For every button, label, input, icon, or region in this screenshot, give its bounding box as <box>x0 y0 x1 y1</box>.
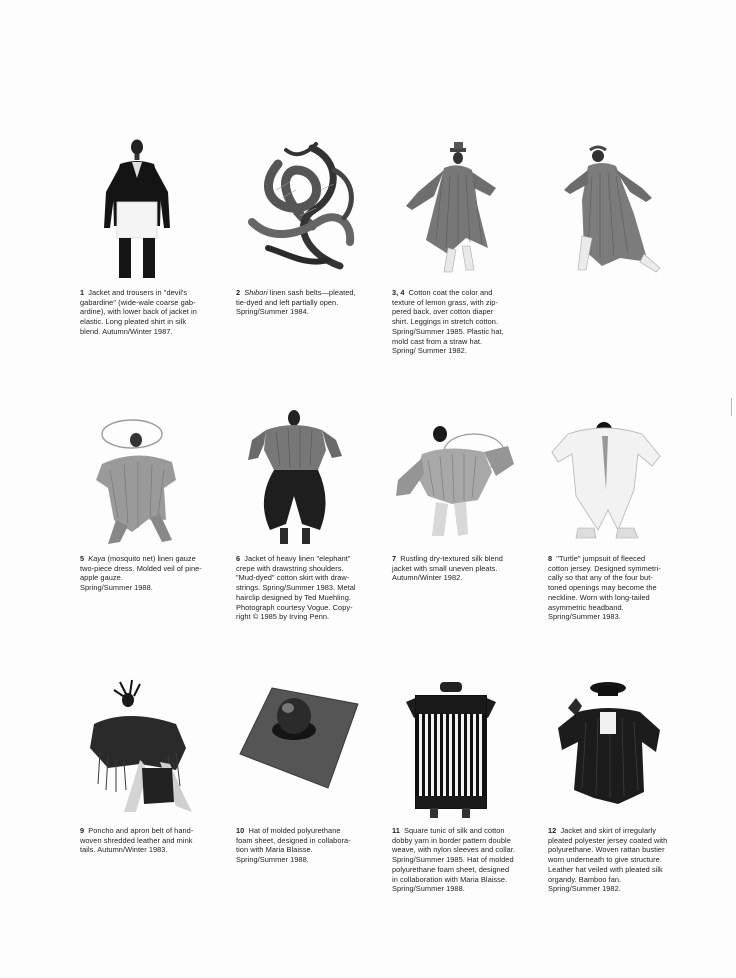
caption-line: pleated polyester jersey coated with <box>548 835 668 845</box>
page-edge-mark <box>731 398 732 416</box>
caption-line: Spring/ Summer 1982. <box>392 346 467 356</box>
caption-line: Spring/Summer 1985. Plastic hat, <box>392 326 504 336</box>
caption-line: mold cast from a straw hat. <box>392 336 483 346</box>
caption-10 <box>236 826 381 865</box>
caption-line: gabardine" (wide-wale coarse gab- <box>80 297 196 307</box>
caption-6 <box>236 554 381 622</box>
caption-line: Spring/Summer 1988. <box>392 884 465 894</box>
caption-2 <box>236 288 381 317</box>
caption-line: apple gauze. <box>80 573 123 583</box>
caption-5 <box>80 554 225 593</box>
caption-line: worn underneath to give structure. <box>548 855 662 865</box>
caption-line: Hat of molded polyurethane <box>248 826 341 835</box>
photo-9-leather-poncho <box>80 672 230 822</box>
caption-line: Jacket of heavy linen "elephant" <box>244 554 351 563</box>
caption-12 <box>548 826 693 894</box>
caption-line: elastic. Long pleated shirt in silk <box>80 317 187 327</box>
caption-line: linen sash belts—pleated, <box>269 288 356 297</box>
photo-3-cotton-coat <box>392 130 542 280</box>
caption-line: toned openings may become the <box>548 583 657 593</box>
caption-line: strings. Spring/Summer 1983. Metal <box>236 583 356 593</box>
caption-line: Jacket and skirt of irregularly <box>560 826 657 835</box>
caption-line: Spring/Summer 1984. <box>236 307 309 317</box>
caption-line: polyurethane. Woven rattan bustier <box>548 845 665 855</box>
caption-number: 10 <box>236 826 245 835</box>
caption-line: ardine), with lower back of jacket in <box>80 307 197 317</box>
caption-line: (mosquito net) linen gauze <box>107 554 196 563</box>
caption-line: in collaboration with Maria Blaisse. <box>392 874 508 884</box>
caption-line: Jacket and trousers in "devil's <box>88 288 188 297</box>
caption-line: Leather hat veiled with pleated silk <box>548 864 663 874</box>
caption-line: woven shredded leather and mink <box>80 835 193 845</box>
caption-7 <box>392 554 537 583</box>
caption-line: asymmetric headband. <box>548 602 624 612</box>
caption-line: tion with Maria Blaisse. <box>236 845 313 855</box>
caption-line: texture of lemon grass, with zip- <box>392 297 498 307</box>
caption-3-4 <box>392 288 537 356</box>
photo-1-jacket-trousers <box>80 130 230 280</box>
photo-10-polyurethane-hat <box>236 672 386 822</box>
caption-1 <box>80 288 225 337</box>
caption-9 <box>80 826 225 855</box>
caption-line: organdy. Bamboo fan. <box>548 874 622 884</box>
caption-number: 7 <box>392 554 397 563</box>
photo-8-turtle-jumpsuit <box>548 400 698 550</box>
caption-line: Cotton coat the color and <box>408 288 493 297</box>
photo-12-polyurethane-jacket <box>548 672 698 822</box>
caption-line: Spring/Summer 1985. Hat of molded <box>392 855 514 865</box>
photo-5-kaya-gauze-dress <box>80 400 230 550</box>
caption-line: Spring/Summer 1983. <box>548 612 621 622</box>
caption-11 <box>392 826 537 894</box>
caption-line: dobby yarn in border pattern double <box>392 835 511 845</box>
photo-4-cotton-coat-back <box>548 130 698 280</box>
caption-italic: Shibori <box>244 288 268 297</box>
caption-line: two-piece dress. Molded veil of pine- <box>80 563 202 573</box>
caption-line: weave, with nylon sleeves and collar. <box>392 845 516 855</box>
photo-11-striped-square-tunic <box>392 672 542 822</box>
caption-line: Autumn/Winter 1982. <box>392 573 463 583</box>
caption-line: Poncho and apron belt of hand- <box>88 826 194 835</box>
caption-line: Square tunic of silk and cotton <box>404 826 505 835</box>
caption-line: Photograph courtesy Vogue. Copy- <box>236 602 353 612</box>
caption-line: crepe with drawstring shoulders. <box>236 563 344 573</box>
caption-number: 2 <box>236 288 241 297</box>
caption-line: "Turtle" jumpsuit of fleeced <box>556 554 646 563</box>
caption-line: polyurethane foam sheet, designed <box>392 864 510 874</box>
caption-line: Spring/Summer 1988. <box>80 583 153 593</box>
caption-number: 11 <box>392 826 400 835</box>
caption-line: tails. Autumn/Winter 1983. <box>80 845 168 855</box>
caption-line: Spring/Summer 1982. <box>548 884 621 894</box>
caption-number: 8 <box>548 554 553 563</box>
caption-line: Spring/Summer 1988. <box>236 855 309 865</box>
photo-2-shibori-sash-belts <box>236 130 386 280</box>
caption-line: blend. Autumn/Winter 1987. <box>80 326 173 336</box>
caption-number: 5 <box>80 554 85 563</box>
caption-number: 1 <box>80 288 85 297</box>
caption-number: 6 <box>236 554 241 563</box>
caption-line: right © 1985 by Irving Penn. <box>236 612 330 622</box>
caption-line: foam sheet, designed in collabora- <box>236 835 351 845</box>
caption-line: Rustling dry-textured silk blend <box>400 554 503 563</box>
caption-line: "Mud-dyed" cotton skirt with draw- <box>236 573 350 583</box>
caption-line: shirt. Leggings in stretch cotton. <box>392 317 499 327</box>
caption-number: 9 <box>80 826 85 835</box>
caption-line: pered back, over cotton diaper <box>392 307 494 317</box>
caption-line: cotton jersey. Designed symmetri- <box>548 563 661 573</box>
caption-8 <box>548 554 693 622</box>
caption-line: jacket with small uneven pleats. <box>392 563 498 573</box>
caption-line: tie-dyed and left partially open. <box>236 297 339 307</box>
caption-number: 12 <box>548 826 557 835</box>
caption-line: cally so that any of the four but- <box>548 573 653 583</box>
caption-line: neckline. Worn with long-tailed <box>548 592 650 602</box>
caption-line: hairclip designed by Ted Muehling. <box>236 592 351 602</box>
caption-italic: Kaya <box>88 554 106 563</box>
photo-6-elephant-crepe-jacket <box>236 400 386 550</box>
photo-7-silk-pleated-jacket <box>392 400 542 550</box>
caption-number: 3, 4 <box>392 288 405 297</box>
